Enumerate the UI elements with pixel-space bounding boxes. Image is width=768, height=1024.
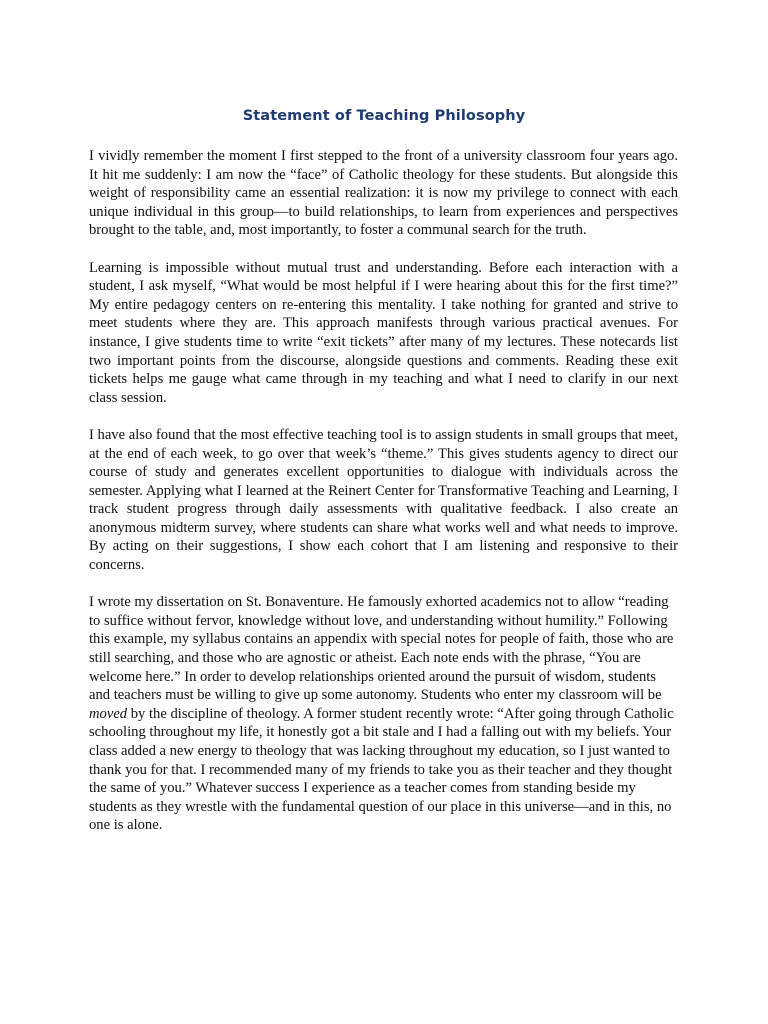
paragraph-4-text-after: by the discipline of theology. A former student recently wrote: “After going through Catholic schooling throughout my life, it honestly got a bit stale and I had a falling out with my beliefs. Your class added a new energy to theology that was lacking throughout my education, so I just wanted to thank you for that. I recommended many of my friends to take you as their teacher and they thought the same of you.” Whatever success I experience as a teacher comes from standing beside my students as they wrestle with the fundamental question of our place in this universe—and in this, no one is alone.: [89, 705, 674, 834]
paragraph-1: I vividly remember the moment I first stepped to the front of a university classroom four years ago. It hit me suddenly: I am now the “face” of Catholic theology for these students. But alongside this weight of responsibility came an essential realization: it is now my privilege to connect with each unique individual in this group—to build relationships, to learn from experiences and perspectives brought to the table, and, most importantly, to foster a communal search for the truth.: [89, 148, 678, 239]
paragraph-4-emphasis: moved: [89, 705, 128, 722]
document-title: Statement of Teaching Philosophy: [242, 108, 526, 124]
paragraph-3: I have also found that the most effective teaching tool is to assign students in small groups that meet, at the end of each week, to go over that week’s “theme.” This gives students agency to direct our course of study and generates excellent opportunities to dialogue with individuals across the semester. Applying what I learned at the Reinert Center for Transformative Teaching and Learning, I track student progress through daily assessments with qualitative feedback. I also create an anonymous midterm survey, where students can share what works well and what needs to improve. By acting on their suggestions, I show each cohort that I am listening and responsive to their concerns.: [89, 426, 678, 574]
paragraph-2: Learning is impossible without mutual trust and understanding. Before each interaction with a student, I ask myself, “What would be most helpful if I were hearing about this for the first time?” My entire pedagogy centers on re-entering this mentality. I take nothing for granted and strive to meet students where they are. This approach manifests through various practical avenues. For instance, I give students time to write “exit tickets” after many of my lectures. These notecards list two important points from the discourse, alongside questions and comments. Reading these exit tickets helps me gauge what came through in my teaching and what I need to clarify in our next class session.: [89, 259, 678, 406]
paragraph-4: [89, 593, 678, 835]
document-body: [89, 147, 678, 854]
paragraph-4-text-before: I wrote my dissertation on St. Bonaventure. He famously exhorted academics not to allow “reading to suffice without fervor, knowledge without love, and understanding without humility.” Following this example, my syllabus contains an appendix with special notes for people of faith, those who are still searching, and those who are agnostic or atheist. Each note ends with the phrase, “You are welcome here.” In order to develop relationships oriented around the pursuit of wisdom, students and teachers must be willing to give up some autonomy. Students who enter my classroom will be: [89, 594, 674, 704]
